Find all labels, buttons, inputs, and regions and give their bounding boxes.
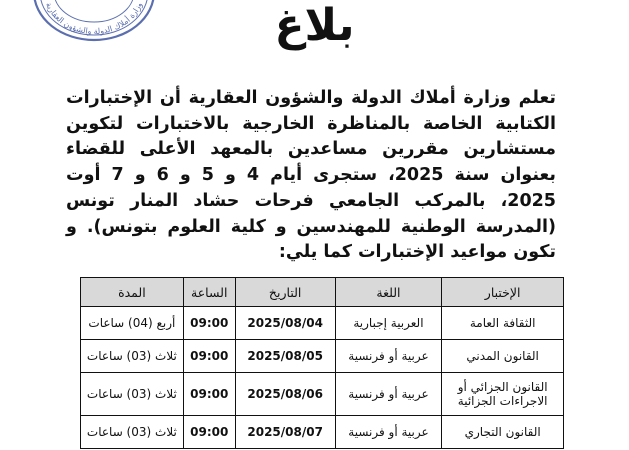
table-row bbox=[81, 416, 564, 449]
cell-subject: القانون التجاري bbox=[442, 416, 564, 449]
header-language: اللغة bbox=[335, 278, 442, 307]
header-duration: المدة bbox=[81, 278, 184, 307]
cell-duration: ثلاث (03) ساعات bbox=[81, 340, 184, 373]
cell-date: 2025/08/04 bbox=[235, 307, 335, 340]
cell-time: 09:00 bbox=[183, 416, 235, 449]
cell-duration: ثلاث (03) ساعات bbox=[81, 373, 184, 416]
cell-duration: ثلاث (03) ساعات bbox=[81, 416, 184, 449]
table-row bbox=[81, 373, 564, 416]
table-row bbox=[81, 340, 564, 373]
cell-subject: الثقافة العامة bbox=[442, 307, 564, 340]
announcement-body: تعلم وزارة أملاك الدولة والشؤون العقارية أن الإختبارات الكتابية الخاصة بالمناظرة الخارجية بالاختبارات لتكوين مستشارين مقررين مساعدين بالمعهد الأعلى للقضاء بعنوان سنة 2025، ستجرى أيام 4 و 5 و 6 و 7 أوت 2025، بالمركب الجامعي فرحات حشاد المنار تونس (المدرسة الوطنية للمهندسين و كلية العلوم بتونس). و تكون مواعيد الإختبارات كما يلي: bbox=[66, 88, 556, 263]
cell-time: 09:00 bbox=[183, 307, 235, 340]
header-subject: الإختبار bbox=[442, 278, 564, 307]
cell-time: 09:00 bbox=[183, 340, 235, 373]
cell-time: 09:00 bbox=[183, 373, 235, 416]
table-header-row bbox=[81, 278, 564, 307]
cell-language: عربية أو فرنسية bbox=[335, 416, 442, 449]
cell-language: عربية أو فرنسية bbox=[335, 340, 442, 373]
cell-date: 2025/08/06 bbox=[235, 373, 335, 416]
header-time: الساعة bbox=[183, 278, 235, 307]
cell-subject: القانون الجزائي أو الاجراءات الجزائية bbox=[442, 373, 564, 416]
cell-date: 2025/08/05 bbox=[235, 340, 335, 373]
cell-subject: القانون المدني bbox=[442, 340, 564, 373]
cell-language: العربية إجبارية bbox=[335, 307, 442, 340]
cell-date: 2025/08/07 bbox=[235, 416, 335, 449]
exam-schedule-table bbox=[80, 277, 564, 449]
cell-duration: أربع (04) ساعات bbox=[81, 307, 184, 340]
table-row bbox=[81, 307, 564, 340]
svg-text:وزارة أملاك الدولة والشؤون الع: وزارة أملاك الدولة والشؤون العقارية bbox=[44, 1, 144, 37]
cell-language: عربية أو فرنسية bbox=[335, 373, 442, 416]
document-title: بلاغ bbox=[274, 0, 355, 51]
header-date: التاريخ bbox=[235, 278, 335, 307]
